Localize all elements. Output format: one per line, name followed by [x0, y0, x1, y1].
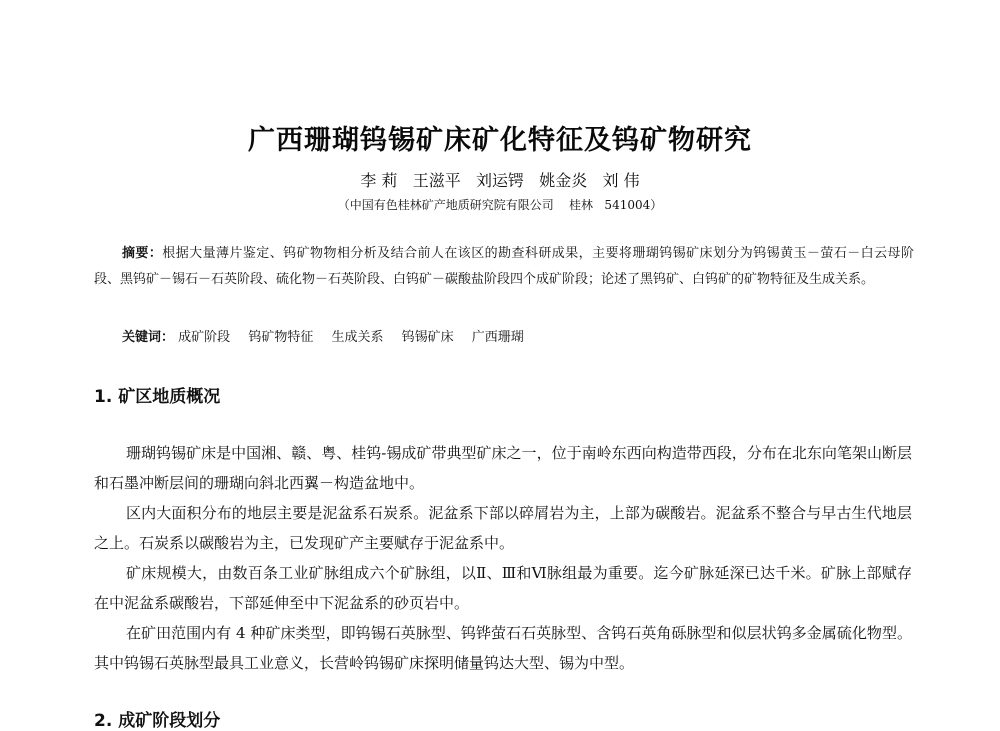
- paper-title: 广西珊瑚钨锡矿床矿化特征及钨矿物研究: [248, 125, 752, 156]
- keyword: 成矿阶段: [178, 330, 231, 345]
- keywords: [122, 325, 902, 351]
- affiliation: （中国有色桂林矿产地质研究院有限公司 桂林 541004）: [337, 198, 663, 212]
- keyword: 钨矿物特征: [248, 330, 314, 345]
- abstract: [94, 241, 914, 293]
- keyword: 广西珊瑚: [471, 330, 524, 345]
- body-paragraph: 珊瑚钨锡矿床是中国湘、赣、粤、桂钨-锡成矿带典型矿床之一，位于南岭东西向构造带西段，分布在北东向笔架山断层和石墨冲断层间的珊瑚向斜北西翼－构造盆地中。: [94, 444, 912, 492]
- section-1-body: [94, 438, 912, 678]
- author-list: 李 莉 王滋平 刘运锷 姚金炎 刘 伟: [360, 171, 640, 190]
- section-heading-2: 2. 成矿阶段划分: [94, 711, 221, 731]
- abstract-text: 根据大量薄片鉴定、钨矿物物相分析及结合前人在该区的勘查科研成果，主要将珊瑚钨锡矿床划分为钨锡黄玉－萤石－白云母阶段、黑钨矿－锡石－石英阶段、硫化物－石英阶段、白钨矿－碳酸盐阶段四个成矿阶段；论述了黑钨矿、白钨矿的矿物特征及生成关系。: [94, 246, 914, 287]
- keyword: 钨锡矿床: [401, 330, 454, 345]
- body-paragraph: 在矿田范围内有 4 种矿床类型，即钨锡石英脉型、钨铧萤石石英脉型、含钨石英角砾脉型和似层状钨多金属硫化物型。其中钨锡石英脉型最具工业意义，长营岭钨锡矿床探明储量钨达大型、锡为中型。: [94, 624, 912, 672]
- body-paragraph: 区内大面积分布的地层主要是泥盆系石炭系。泥盆系下部以碎屑岩为主，上部为碳酸岩。泥盆系不整合与早古生代地层之上。石炭系以碳酸岩为主，已发现矿产主要赋存于泥盆系中。: [94, 504, 912, 552]
- section-heading-1: 1. 矿区地质概况: [94, 387, 221, 407]
- abstract-label: 摘要：: [122, 246, 163, 261]
- keyword: 生成关系: [331, 330, 384, 345]
- body-paragraph: 矿床规模大，由数百条工业矿脉组成六个矿脉组，以Ⅱ、Ⅲ和Ⅵ脉组最为重要。迄今矿脉延深已达千米。矿脉上部赋存在中泥盆系碳酸岩，下部延伸至中下泥盆系的砂页岩中。: [94, 564, 912, 612]
- keywords-label: 关键词：: [122, 330, 175, 345]
